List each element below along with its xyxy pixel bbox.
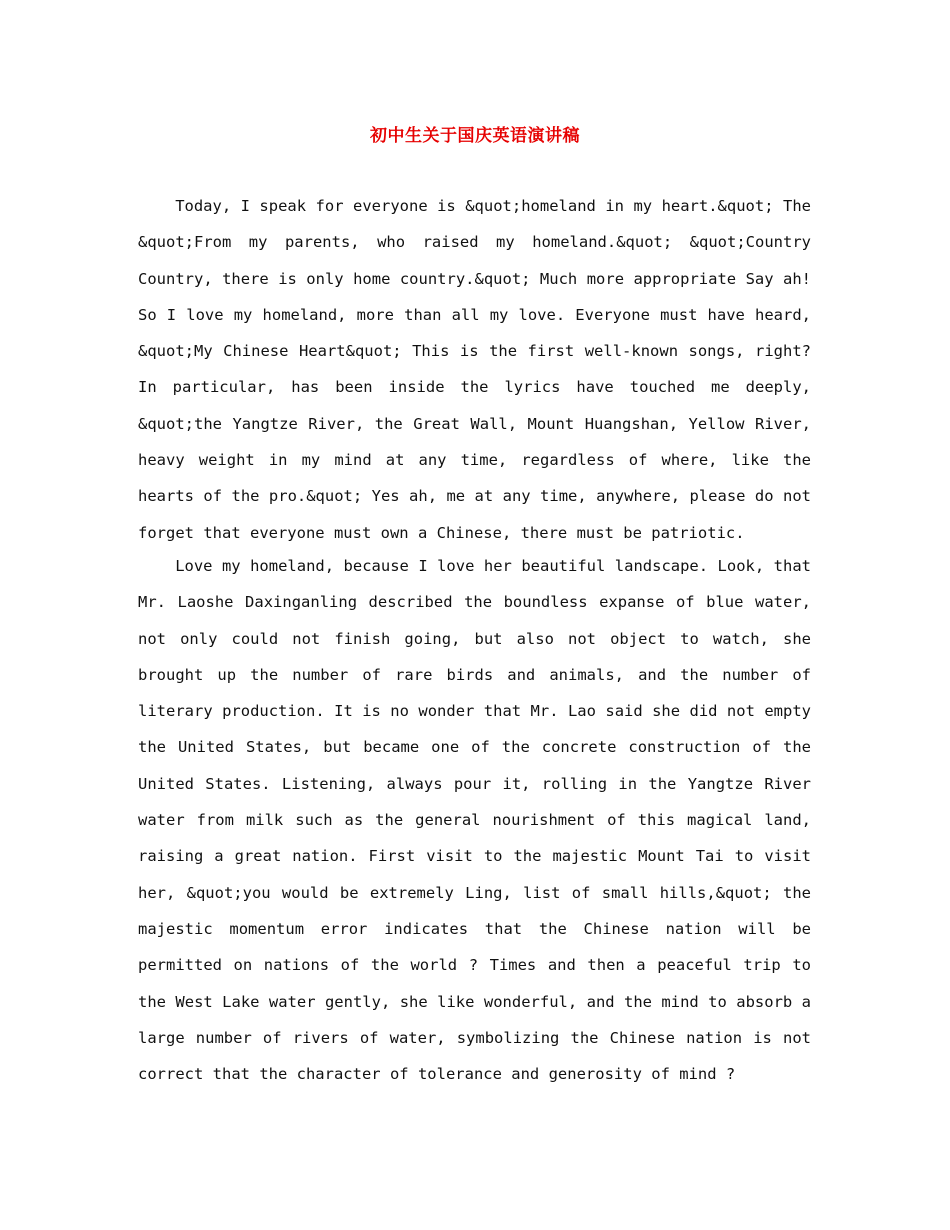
document-body [138, 188, 811, 1092]
paragraph-1: Today, I speak for everyone is &quot;homeland in my heart.&quot; The &quot;From my parents, who raised my homeland.&quot; &quot;Country Country, there is only home country.&quot; Much more appropriate Say ah! So I love my homeland, more than all my love. Everyone must have heard, &quot;My Chinese Heart&quot; This is the first well-known songs, right? In particular, has been inside the lyrics have touched me deeply, &quot;the Yangtze River, the Great Wall, Mount Huangshan, Yellow River, heavy weight in my mind at any time, regardless of where, like the hearts of the pro.&quot; Yes ah, me at any time, anywhere, please do not forget that everyone must own a Chinese, there must be patriotic. [138, 197, 811, 542]
document-title: 初中生关于国庆英语演讲稿 [370, 126, 580, 146]
paragraph-2: Love my homeland, because I love her beautiful landscape. Look, that Mr. Laoshe Daxinganling described the boundless expanse of blue water, not only could not finish going, but also not object to watch, she brought up the number of rare birds and animals, and the number of literary production. It is no wonder that Mr. Lao said she did not empty the United States, but became one of the concrete construction of the United States. Listening, always pour it, rolling in the Yangtze River water from milk such as the general nourishment of this magical land, raising a great nation. First visit to the majestic Mount Tai to visit her, &quot;you would be extremely Ling, list of small hills,&quot; the majestic momentum error indicates that the Chinese nation will be permitted on nations of the world ? Times and then a peaceful trip to the West Lake water gently, she like wonderful, and the mind to absorb a large number of rivers of water, symbolizing the Chinese nation is not correct that the character of tolerance and generosity of mind ? [138, 556, 811, 1084]
